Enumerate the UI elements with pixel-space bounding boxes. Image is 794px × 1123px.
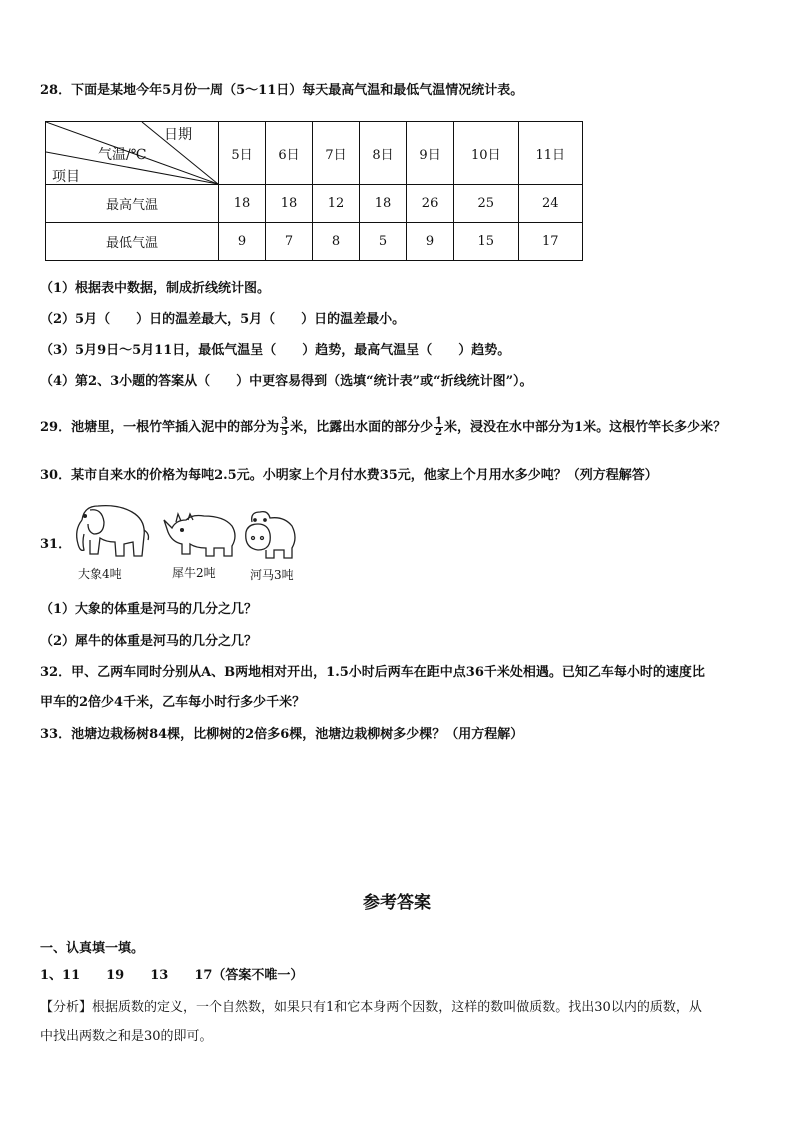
header-item: 项目 [52, 169, 80, 185]
q29 [40, 414, 726, 442]
header-date: 日期 [164, 127, 192, 143]
table-cell: 26 [407, 185, 454, 223]
table-cell: 5 [360, 223, 407, 261]
q29-part3: 米，浸没在水中部分为1米。这根竹竿长多少米？ [444, 420, 727, 435]
table-cell: 18 [360, 185, 407, 223]
table-cell: 24 [518, 185, 582, 223]
label-hippo: 河马3吨 [250, 568, 294, 582]
rhino-illustration [162, 508, 240, 560]
date-cell: 8日 [360, 122, 407, 185]
row-label: 最高气温 [46, 185, 219, 223]
frac-numerator: 3 [281, 416, 289, 427]
row-label: 最低气温 [46, 223, 219, 261]
table-row-min [46, 223, 583, 261]
date-cell: 6日 [266, 122, 313, 185]
q31-sub2: （2）犀牛的体重是河马的几分之几？ [40, 634, 258, 649]
q31-number: 31． [40, 537, 72, 552]
fraction-one-half [434, 417, 443, 438]
answers-section: 一、认真填一填。 [40, 941, 145, 956]
table-cell: 7 [266, 223, 313, 261]
q28-intro: 28．下面是某地今年5月份一周（5～11日）每天最高气温和最低气温情况统计表。 [40, 83, 524, 98]
table-cell: 18 [219, 185, 266, 223]
q29-part2: 米，比露出水面的部分少 [290, 420, 434, 435]
table-cell: 9 [407, 223, 454, 261]
header-temp: 气温/℃ [98, 147, 147, 163]
answers-title: 参考答案 [363, 893, 431, 913]
date-cell: 10日 [454, 122, 518, 185]
temperature-table [45, 121, 583, 261]
table-cell: 15 [454, 223, 518, 261]
frac-denominator: 5 [281, 427, 289, 438]
table-header-diagonal-cell [46, 122, 219, 185]
q31-sub1: （1）大象的体重是河马的几分之几？ [40, 602, 258, 617]
analysis-line1: 【分析】根据质数的定义，一个自然数，如果只有1和它本身两个因数，这样的数叫做质数。找出30以内的质数，从 [40, 1000, 702, 1015]
q32-line2: 甲车的2倍少4千米，乙车每小时行多少千米？ [40, 695, 306, 710]
q28-sub3: （3）5月9日～5月11日，最低气温呈（ ）趋势，最高气温呈（ ）趋势。 [40, 343, 511, 358]
table-cell: 12 [313, 185, 360, 223]
table-cell: 17 [518, 223, 582, 261]
table-cell: 8 [313, 223, 360, 261]
date-cell: 7日 [313, 122, 360, 185]
hippo-illustration [240, 508, 300, 562]
q28-sub2: （2）5月（ ）日的温差最大，5月（ ）日的温差最小。 [40, 312, 406, 327]
answer-1: 1、11 19 13 17（答案不唯一） [40, 968, 304, 983]
q32-line1: 32．甲、乙两车同时分别从A、B两地相对开出，1.5小时后两车在距中点36千米处相遇。已知乙车每小时的速度比 [40, 665, 705, 680]
analysis-line2: 中找出两数之和是30的即可。 [40, 1029, 213, 1044]
frac-denominator: 2 [435, 427, 443, 438]
frac-numerator: 1 [435, 416, 443, 427]
table-cell: 9 [219, 223, 266, 261]
elephant-illustration [68, 500, 152, 562]
fraction-three-fifths [280, 417, 289, 438]
label-rhino: 犀牛2吨 [172, 566, 216, 580]
table-cell: 25 [454, 185, 518, 223]
label-elephant: 大象4吨 [78, 567, 122, 581]
date-cell: 11日 [518, 122, 582, 185]
q28-sub1: （1）根据表中数据，制成折线统计图。 [40, 281, 271, 296]
table-row-max [46, 185, 583, 223]
date-cell: 9日 [407, 122, 454, 185]
q30: 30．某市自来水的价格为每吨2.5元。小明家上个月付水费35元，他家上个月用水多少吨？（列方程解答） [40, 468, 658, 483]
table-cell: 18 [266, 185, 313, 223]
q33: 33．池塘边栽杨树84棵，比柳树的2倍多6棵，池塘边栽柳树多少棵？（用方程解） [40, 727, 524, 742]
q29-part1: 29．池塘里，一根竹竿插入泥中的部分为 [40, 420, 280, 435]
date-cell: 5日 [219, 122, 266, 185]
q28-sub4: （4）第2、3小题的答案从（ ）中更容易得到（选填“统计表”或“折线统计图”）。 [40, 374, 533, 389]
